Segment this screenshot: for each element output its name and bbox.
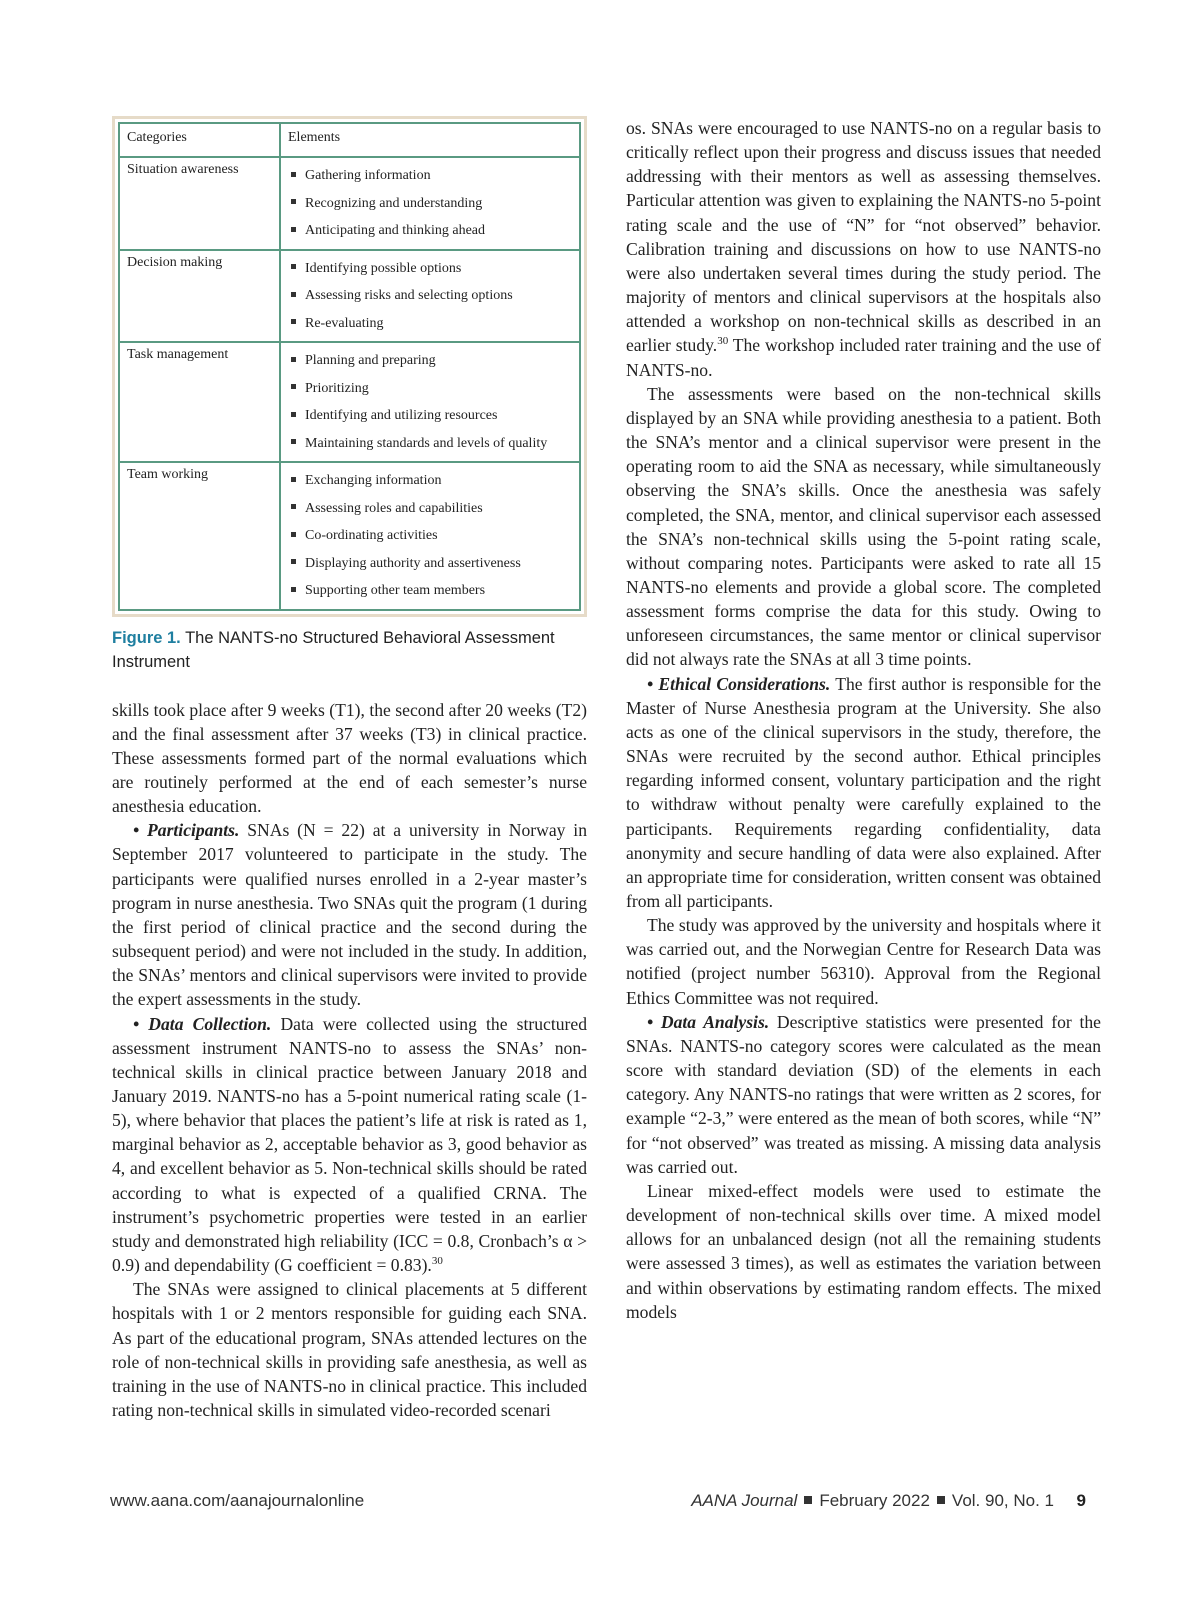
category-cell: Decision making xyxy=(119,250,280,343)
category-cell: Team working xyxy=(119,462,280,610)
element-item: Displaying authority and assertiveness xyxy=(288,550,572,578)
element-item: Assessing risks and selecting options xyxy=(288,282,572,310)
element-item: Supporting other team members xyxy=(288,577,572,605)
element-item: Maintaining standards and levels of quality xyxy=(288,430,572,458)
section-heading: • Data Analysis. xyxy=(647,1011,770,1032)
element-item: Re-evaluating xyxy=(288,310,572,338)
element-item: Assessing roles and capabilities xyxy=(288,495,572,523)
page-number: 9 xyxy=(1076,1491,1086,1510)
category-cell: Task management xyxy=(119,342,280,462)
bullet-icon xyxy=(291,477,296,482)
category-cell: Situation awareness xyxy=(119,157,280,250)
footer-url[interactable]: www.aana.com/aanajournalonline xyxy=(110,1491,365,1510)
element-item: Exchanging information xyxy=(288,467,572,495)
paragraph: The SNAs were assigned to clinical placements at 5 different hospitals with 1 or 2 mentors responsible for guiding each SNA. As part of the educational program, SNAs attended lectures on the role of non-technical skills in providing safe anesthesia, as well as training in the use of NANTS-no in clinical practice. This included rating non-technical skills in simulated video-recorded scenari xyxy=(112,1279,587,1421)
square-separator-icon xyxy=(937,1496,945,1504)
elements-cell xyxy=(280,250,580,343)
element-item: Identifying and utilizing resources xyxy=(288,402,572,430)
bullet-icon xyxy=(291,559,296,564)
paragraph: skills took place after 9 weeks (T1), the second after 20 weeks (T2) and the final assessment after 37 weeks (T3) in clinical practice. These assessments formed part of the normal evaluations which are routinely performed at the end of each semester’s nurse anesthesia education. xyxy=(112,699,587,817)
bullet-icon xyxy=(291,264,296,269)
element-item: Prioritizing xyxy=(288,375,572,403)
element-item: Identifying possible options xyxy=(288,255,572,283)
elements-cell xyxy=(280,157,580,250)
left-column xyxy=(112,116,587,1422)
paragraph: The assessments were based on the non-technical skills displayed by an SNA while providing anesthesia to a patient. Both the SNA’s mentor and a clinical supervisor were present in the operating room to aid the SNA as necessary, while simultaneously observing the SNA’s skills. Once the anesthesia was safely completed, the SNA, mentor, and clinical supervisor each assessed the SNA’s non-technical skills using the 5-point rating scale, without comparing notes. Participants were asked to rate all 15 NANTS-no elements and provide a global score. The completed assessment forms comprise the data for this study. Owing to unforeseen circumstances, the same mentor or clinical supervisor did not always rate the SNAs at all 3 time points. xyxy=(626,383,1101,670)
figure-caption-text: The NANTS-no Structured Behavioral Assessment Instrument xyxy=(112,628,555,671)
bullet-icon xyxy=(291,292,296,297)
square-separator-icon xyxy=(804,1496,812,1504)
paragraph-participants: • Participants. SNAs (N = 22) at a university in Norway in September 2017 volunteered to participate in the study. The participants were qualified nurses enrolled in a 2-year master’s program in nurse anesthesia. Two SNAs quit the program (1 during the first period of clinical practice and the second during the subsequent period) and were not included in the study. In addition, the SNAs’ mentors and clinical supervisors were invited to provide the expert assessments in the study. xyxy=(112,820,587,1010)
right-column xyxy=(626,116,1101,1324)
paragraph-ethical-considerations: • Ethical Considerations. The first author is responsible for the Master of Nurse Anesthesia program at the University. She also acts as one of the clinical supervisors in the study, therefore, the SNAs were recruited by the second author. Ethical principles regarding informed consent, voluntary participation and the right to withdraw without penalty were carefully explained to the participants. Requirements regarding confidentiality, data anonymity and secure handling of data were also explained. After an appropriate time for consideration, written consent was obtained from all participants. xyxy=(626,673,1101,911)
bullet-icon xyxy=(291,532,296,537)
bullet-icon xyxy=(291,504,296,509)
bullet-icon xyxy=(291,199,296,204)
paragraph: Linear mixed-effect models were used to estimate the development of non-technical skills over time. A mixed model allows for an unbalanced design (not all the remaining students were assessed 3 times), as well as estimates the variation between and within observations by estimating random effects. The mixed models xyxy=(626,1180,1101,1322)
paragraph: os. SNAs were encouraged to use NANTS-no on a regular basis to critically reflect upon their progress and discuss issues that needed addressing with their mentors as well as assessing themselves. Particular attention was given to explaining the NANTS-no 5-point rating scale and the use of “N” for “not observed” behavior. Calibration training and discussions on how to use NANTS-no were also undertaken several times during the study period. The majority of mentors and clinical supervisors at the hospitals also attended a workshop on non-technical skills as described in an earlier study.$^{30}$ The workshop included rater training and the use of NANTS-no. xyxy=(626,118,1101,380)
element-item: Planning and preparing xyxy=(288,347,572,375)
table-row xyxy=(119,157,580,250)
elements-cell xyxy=(280,462,580,610)
element-item: Recognizing and understanding xyxy=(288,190,572,218)
paragraph: The study was approved by the university and hospitals where it was carried out, and the Norwegian Centre for Research Data was notified (project number 56310). Approval from the Regional Ethics Committee was not required. xyxy=(626,915,1101,1008)
journal-name: AANA Journal xyxy=(691,1491,798,1510)
issue-date: February 2022 xyxy=(819,1491,930,1510)
bullet-icon xyxy=(291,412,296,417)
section-heading: • Ethical Considerations. xyxy=(647,673,831,694)
table-row xyxy=(119,462,580,610)
bullet-icon xyxy=(291,587,296,592)
paragraph-data-collection: • Data Collection. Data were collected using the structured assessment instrument NANTS-no to assess the SNAs’ non-technical skills in clinical practice between January 2018 and January 2019. NANTS-no has a 5-point numerical rating scale (1-5), where behavior that places the patient’s life at risk is rated as 1, marginal behavior as 2, acceptable behavior as 3, good behavior as 4, and excellent behavior as 5. Non-technical skills should be rated according to what is expected of a qualified CRNA. The instrument’s psychometric properties were tested in an earlier study and demonstrated high reliability (ICC = 0.8, Cronbach’s α > 0.9) and dependability (G coefficient = 0.83).$^{30}$ xyxy=(112,1013,588,1276)
section-heading: • Data Collection. xyxy=(133,1013,272,1034)
figure-caption xyxy=(112,626,587,674)
element-item: Co-ordinating activities xyxy=(288,522,572,550)
nants-table xyxy=(118,122,581,611)
table-row xyxy=(119,250,580,343)
header-elements: Elements xyxy=(280,123,580,157)
section-heading: • Participants. xyxy=(133,820,240,841)
table-header-row xyxy=(119,123,580,157)
bullet-icon xyxy=(291,357,296,362)
figure-1 xyxy=(112,116,587,617)
table-row xyxy=(119,342,580,462)
bullet-icon xyxy=(291,172,296,177)
elements-cell xyxy=(280,342,580,462)
bullet-icon xyxy=(291,439,296,444)
volume-info: Vol. 90, No. 1 xyxy=(951,1491,1054,1510)
paragraph-data-analysis: • Data Analysis. Descriptive statistics were presented for the SNAs. NANTS-no category scores were calculated as the mean score with standard deviation (SD) of the elements in each category. Any NANTS-no ratings that were written as 2 scores, for example “2-3,” were entered as the mean of both scores, while “N” for “not observed” was treated as missing. A missing data analysis was carried out. xyxy=(626,1011,1101,1177)
reference-superscript: 30 xyxy=(431,1255,443,1268)
footer-journal-info xyxy=(691,1491,1054,1511)
element-item: Gathering information xyxy=(288,162,572,190)
bullet-icon xyxy=(291,227,296,232)
reference-superscript: 30 xyxy=(717,335,729,348)
bullet-icon xyxy=(291,384,296,389)
element-item: Anticipating and thinking ahead xyxy=(288,217,572,245)
header-categories: Categories xyxy=(119,123,280,157)
figure-label: Figure 1. xyxy=(112,628,181,647)
bullet-icon xyxy=(291,319,296,324)
